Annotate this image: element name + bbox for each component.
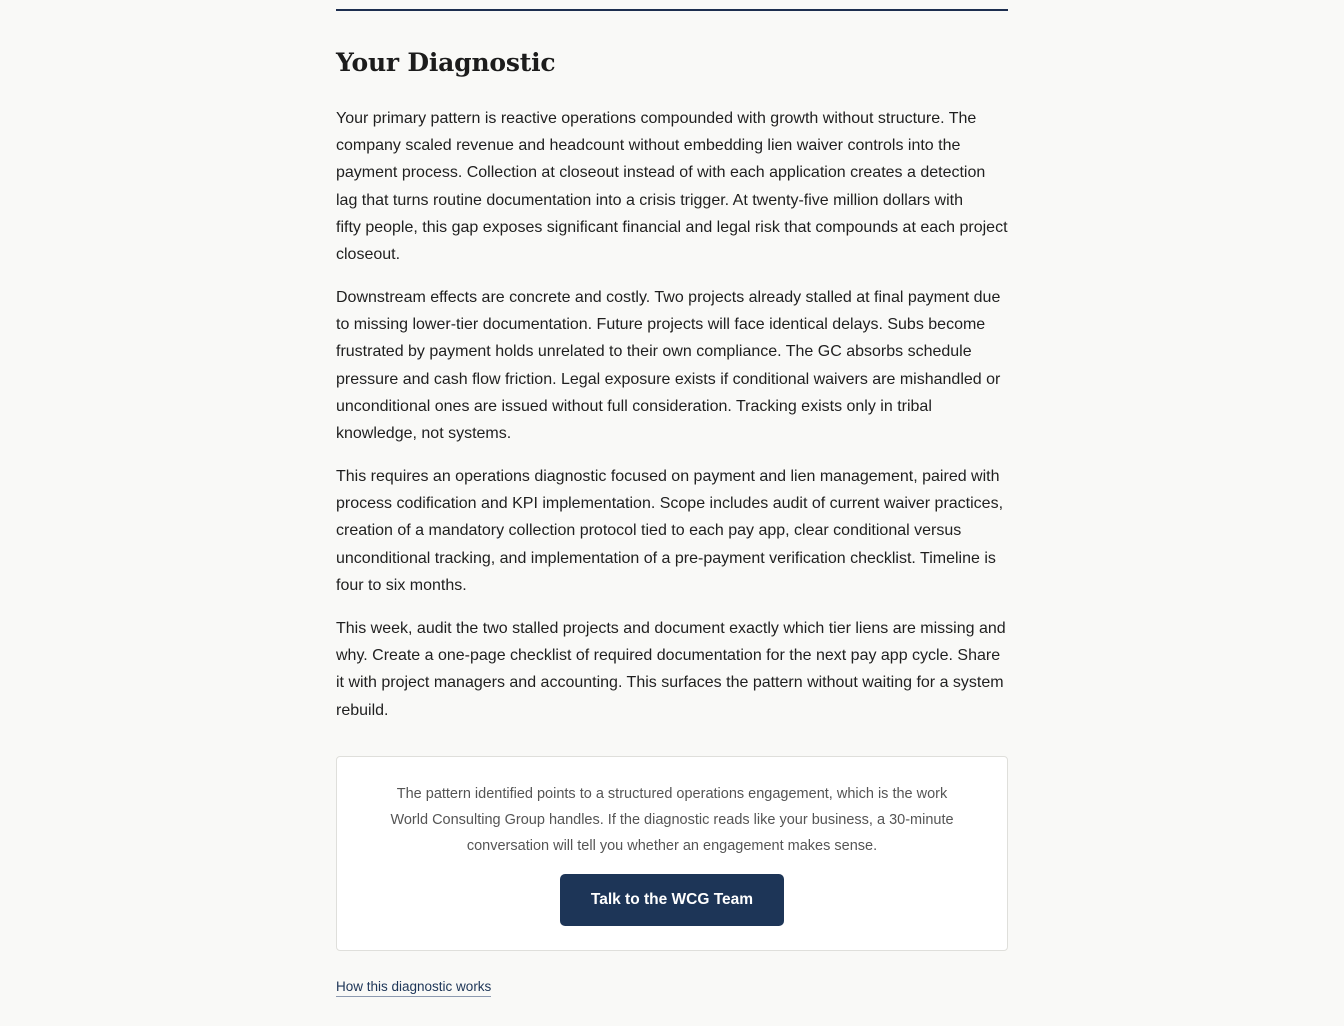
cta-message bbox=[337, 781, 1007, 859]
how-diagnostic-works-link[interactable]: How this diagnostic works bbox=[336, 978, 491, 997]
paragraph-line: process codification and KPI implementation. Scope includes audit of current waiver practices, bbox=[336, 495, 1004, 513]
paragraph-line: Your primary pattern is reactive operations compounded with growth without structure. The bbox=[336, 110, 977, 127]
diagnostic-paragraph-pattern bbox=[336, 105, 1016, 268]
page-title: Your Diagnostic bbox=[336, 48, 556, 77]
diagnostic-paragraph-scope bbox=[336, 463, 1016, 599]
paragraph-line: fifty people, this gap exposes significant financial and legal risk that compounds at each project bbox=[336, 218, 1008, 236]
paragraph-line: creation of a mandatory collection protocol tied to each pay app, clear conditional versus bbox=[336, 522, 962, 540]
talk-to-team-button[interactable]: Talk to the WCG Team bbox=[560, 874, 784, 926]
paragraph-line: closeout. bbox=[336, 246, 401, 264]
paragraph-line: This requires an operations diagnostic focused on payment and lien management, paired with bbox=[336, 468, 1000, 485]
paragraph-line: This week, audit the two stalled projects and document exactly which tier liens are missing and bbox=[336, 620, 1006, 637]
diagnostic-paragraph-effects bbox=[336, 284, 1016, 447]
cta-line: conversation will tell you whether an engagement makes sense. bbox=[466, 838, 878, 854]
paragraph-line: four to six months. bbox=[336, 576, 467, 594]
paragraph-line: frustrated by payment holds unrelated to their own compliance. The GC absorbs schedule bbox=[336, 343, 972, 361]
paragraph-line: rebuild. bbox=[336, 701, 389, 719]
top-divider bbox=[336, 9, 1008, 11]
paragraph-line: it with project managers and accounting. This surfaces the pattern without waiting for a system bbox=[336, 674, 1004, 692]
paragraph-line: lag that turns routine documentation into a crisis trigger. At twenty-five million dollars with bbox=[336, 191, 963, 209]
paragraph-line: pressure and cash flow friction. Legal exposure exists if conditional waivers are mishandled or bbox=[336, 370, 1001, 388]
diagnostic-paragraph-next-steps bbox=[336, 615, 1016, 724]
cta-line: The pattern identified points to a structured operations engagement, which is the work bbox=[396, 786, 948, 802]
paragraph-line: to missing lower-tier documentation. Future projects will face identical delays. Subs become bbox=[336, 316, 986, 334]
cta-card bbox=[336, 756, 1008, 951]
paragraph-line: unconditional tracking, and implementation of a pre-payment verification checklist. Timeline is bbox=[336, 549, 996, 567]
cta-line: World Consulting Group handles. If the diagnostic reads like your business, a 30-minute bbox=[390, 812, 954, 828]
paragraph-line: why. Create a one-page checklist of required documentation for the next pay app cycle. Share bbox=[336, 647, 1001, 665]
paragraph-line: knowledge, not systems. bbox=[336, 425, 512, 443]
paragraph-line: unconditional ones are issued without full consideration. Tracking exists only in tribal bbox=[336, 397, 932, 415]
paragraph-line: payment process. Collection at closeout instead of with each application creates a detection bbox=[336, 164, 986, 182]
paragraph-line: Downstream effects are concrete and costly. Two projects already stalled at final payment due bbox=[336, 289, 1001, 306]
paragraph-line: company scaled revenue and headcount without embedding lien waiver controls into the bbox=[336, 137, 961, 155]
